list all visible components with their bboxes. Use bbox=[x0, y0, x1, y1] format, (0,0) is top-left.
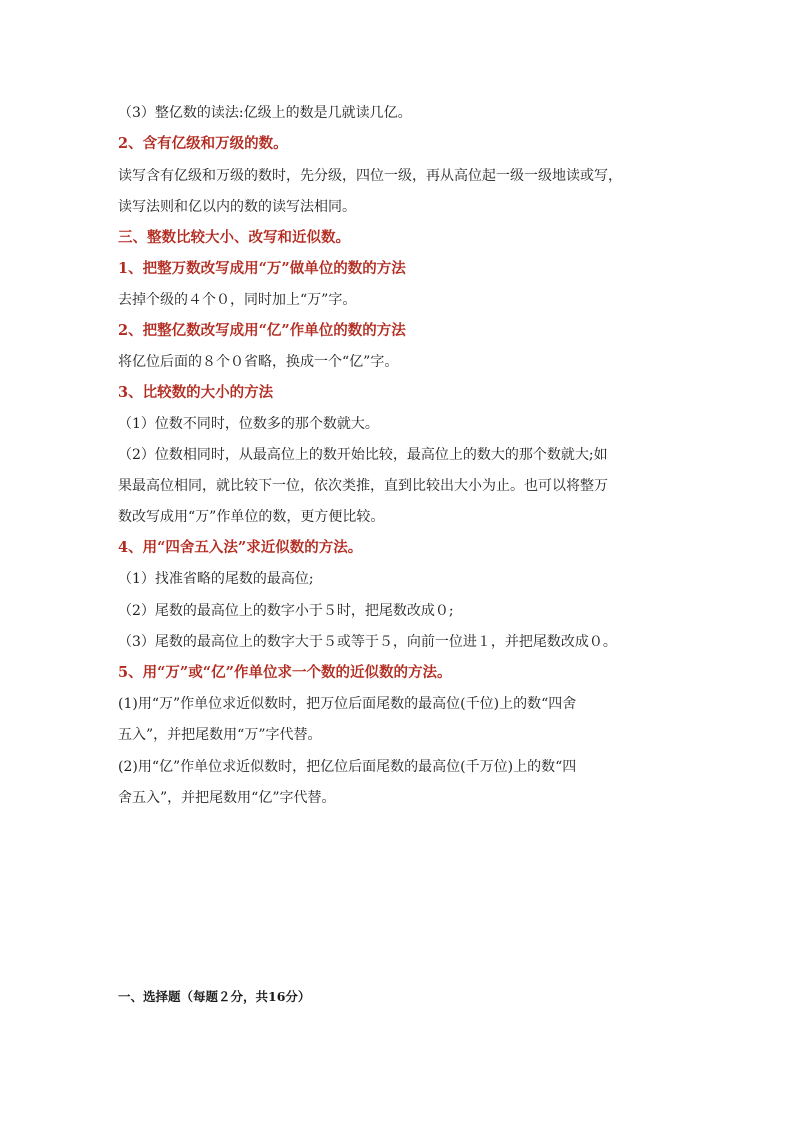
section-heading: 5、用“万”或“亿”作单位求一个数的近似数的方法。 bbox=[118, 664, 452, 681]
paragraph-line: 读写法则和亿以内的数的读写法相同。 bbox=[118, 199, 356, 215]
paragraph-line: 去掉个级的４个０，同时加上“万”字。 bbox=[118, 292, 357, 308]
paragraph-line: （3）整亿数的读法:亿级上的数是几就读几亿。 bbox=[118, 105, 412, 121]
paragraph-line: (1)用“万”作单位求近似数时，把万位后面尾数的最高位(千位)上的数“四舍 bbox=[118, 696, 577, 712]
section-heading: 4、用“四舍五入法”求近似数的方法。 bbox=[118, 539, 363, 556]
paragraph-line: 舍五入”，并把尾数用“亿”字代替。 bbox=[118, 790, 336, 806]
section-heading: 2、含有亿级和万级的数。 bbox=[118, 135, 288, 152]
paragraph-line: 五入”，并把尾数用“万”字代替。 bbox=[118, 727, 322, 743]
paragraph-line: 数改写成用“万”作单位的数，更方便比较。 bbox=[118, 509, 385, 525]
paragraph-line: 读写含有亿级和万级的数时，先分级，四位一级，再从高位起一级一级地读或写， bbox=[118, 168, 622, 184]
section-heading: 1、把整万数改写成用“万”做单位的数的方法 bbox=[118, 260, 406, 277]
paragraph-line: 将亿位后面的８个０省略，换成一个“亿”字。 bbox=[118, 354, 399, 370]
section-heading: 三、整数比较大小、改写和近似数。 bbox=[118, 229, 350, 246]
paragraph-line: （2）尾数的最高位上的数字小于５时，把尾数改成０; bbox=[118, 603, 454, 619]
paragraph-line: 果最高位相同，就比较下一位，依次类推，直到比较出大小为止。也可以将整万 bbox=[118, 478, 608, 494]
section-heading: 2、把整亿数改写成用“亿”作单位的数的方法 bbox=[118, 322, 406, 339]
paragraph-line: （1）找准省略的尾数的最高位; bbox=[118, 571, 314, 587]
paragraph-line: （2）位数相同时，从最高位上的数开始比较，最高位上的数大的那个数就大;如 bbox=[118, 447, 608, 463]
paragraph-line: (2)用“亿”作单位求近似数时，把亿位后面尾数的最高位(千万位)上的数“四 bbox=[118, 759, 577, 775]
section-heading: 3、比较数的大小的方法 bbox=[118, 384, 274, 401]
exercise-section-title: 一、选择题（每题２分，共16分） bbox=[118, 989, 311, 1004]
paragraph-line: （1）位数不同时，位数多的那个数就大。 bbox=[118, 416, 379, 432]
paragraph-line: （3）尾数的最高位上的数字大于５或等于５，向前一位进１，并把尾数改成０。 bbox=[118, 634, 617, 650]
